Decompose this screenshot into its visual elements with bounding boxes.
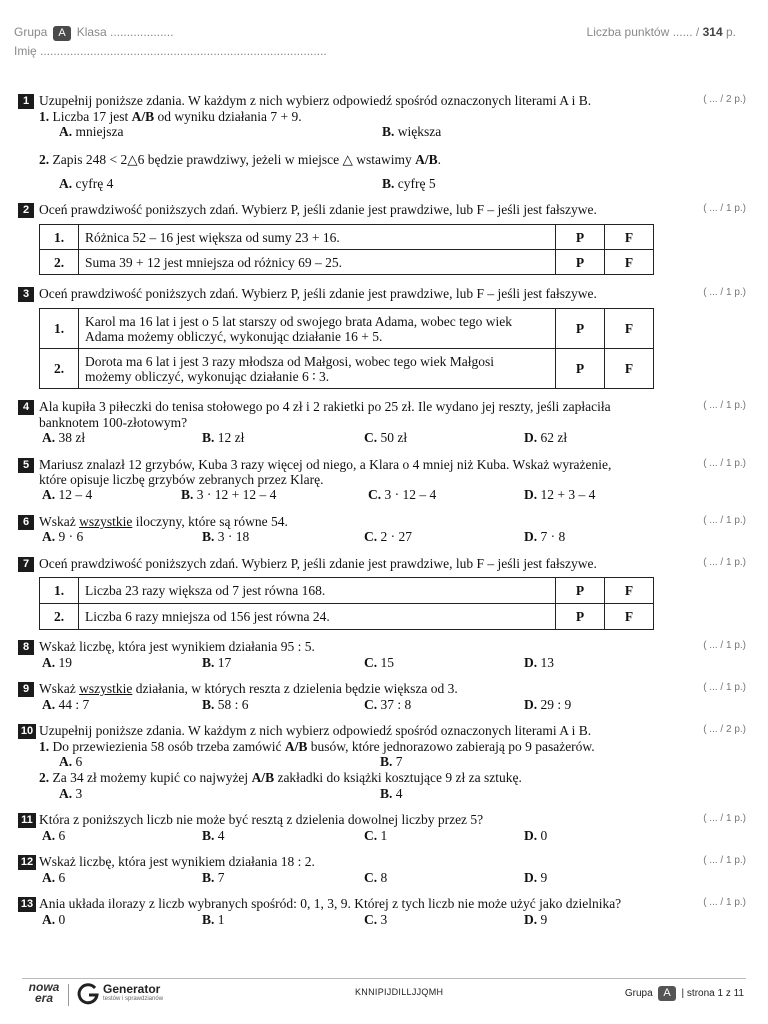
sentence-text: . [437, 152, 442, 167]
option-a[interactable] [59, 786, 82, 801]
sentence-number: 2. [39, 770, 50, 785]
row-number: 2. [40, 349, 79, 389]
sentence-2 [39, 770, 522, 785]
option-letter: B. [380, 786, 393, 801]
question-text: Ania układa ilorazy z liczb wybranych spośród: 0, 1, 3, 9. Której z tych liczb nie może użyć jako dzielnika? [39, 896, 622, 911]
option-letter: B. [202, 529, 215, 544]
option-a[interactable] [42, 870, 65, 885]
option-text: 9 [537, 870, 548, 885]
logo-text: era [34, 991, 54, 1005]
option-d[interactable] [524, 870, 547, 885]
page-indicator [625, 986, 744, 1001]
statement-line: Adama możemy obliczyć, wykonując działanie 16 + 5. [85, 328, 383, 344]
option-a[interactable] [59, 754, 82, 769]
option-letter: D. [524, 529, 538, 544]
option-text: 3 [72, 786, 83, 801]
table-row [40, 578, 654, 604]
option-text: 44 : 7 [55, 697, 90, 712]
option-text: 1 [214, 912, 225, 927]
row-number: 1. [40, 309, 79, 349]
group-label: Grupa [624, 988, 653, 999]
option-b[interactable] [380, 754, 403, 769]
question-number: 6 [18, 515, 34, 530]
option-text: 0 [55, 912, 66, 927]
statement-line: możemy obliczyć, wykonując działanie 6 ∶ 3. [85, 368, 330, 384]
group-label: Grupa [14, 25, 48, 39]
option-letter: B. [380, 754, 393, 769]
question-points: ( ... / 1 p.) [703, 287, 746, 298]
question-points: ( ... / 1 p.) [703, 813, 746, 824]
option-text: 3 · 12 – 4 [381, 487, 437, 502]
option-text: 1 [377, 828, 388, 843]
question-text [39, 514, 288, 529]
option-text: 6 [55, 870, 66, 885]
false-option[interactable]: F [605, 578, 654, 604]
option-letter: B. [382, 124, 395, 139]
option-text: 3 [377, 912, 388, 927]
option-letter: C. [364, 430, 378, 445]
name-field: Imię ...................................................................................... [14, 44, 327, 58]
table-row [40, 604, 654, 630]
choice-ab: A/B [415, 152, 438, 167]
option-letter: A. [42, 912, 56, 927]
option-letter: C. [364, 655, 378, 670]
option-letter: B. [202, 430, 215, 445]
option-letter: B. [202, 828, 215, 843]
footer-divider [22, 978, 746, 979]
option-text: 6 [72, 754, 83, 769]
question-text: Wskaż liczbę, która jest wynikiem działania 95 : 5. [39, 639, 315, 654]
question-number: 13 [18, 897, 36, 912]
option-letter: C. [364, 697, 378, 712]
option-b[interactable] [181, 487, 276, 502]
option-c[interactable] [364, 529, 412, 544]
question-number: 5 [18, 458, 34, 473]
option-text: mniejsza [72, 124, 124, 139]
points-label: Liczba punktów ...... / [586, 25, 700, 39]
sentence-text: zakładki do książki kosztujące 9 zł za sztukę. [274, 770, 522, 785]
option-c[interactable] [364, 828, 387, 843]
option-text: 4 [214, 828, 225, 843]
option-letter: B. [202, 655, 215, 670]
true-false-table [39, 308, 654, 389]
option-letter: A. [42, 870, 56, 885]
option-letter: A. [42, 828, 56, 843]
option-a[interactable] [42, 697, 89, 712]
option-a[interactable] [42, 912, 65, 927]
option-text: 4 [392, 786, 403, 801]
option-letter: A. [42, 697, 56, 712]
option-letter: A. [42, 655, 56, 670]
true-option[interactable]: P [556, 225, 605, 250]
question-number: 10 [18, 724, 36, 739]
question-text: Uzupełnij poniższe zdania. W każdym z nich wybierz odpowiedź spośród oznaczonych literami A i B. [39, 93, 592, 108]
option-c[interactable] [364, 697, 411, 712]
option-text: 17 [214, 655, 232, 670]
group-badge: A [53, 26, 70, 41]
class-field: Klasa ................... [76, 25, 174, 39]
option-text: 12 zł [214, 430, 245, 445]
logo-text: nowa [28, 980, 60, 994]
option-b[interactable] [382, 124, 441, 139]
false-option[interactable]: F [605, 349, 654, 389]
option-c[interactable] [364, 912, 387, 927]
question-points: ( ... / 2 p.) [703, 94, 746, 105]
option-a[interactable] [42, 655, 72, 670]
true-false-table [39, 577, 654, 630]
option-letter: D. [524, 487, 538, 502]
question-number: 12 [18, 855, 36, 870]
option-text: 62 zł [537, 430, 568, 445]
question-number: 4 [18, 400, 34, 415]
option-text: 7 [392, 754, 403, 769]
option-letter: D. [524, 697, 538, 712]
option-text: 0 [537, 828, 548, 843]
option-a[interactable] [59, 124, 123, 139]
option-d[interactable] [524, 912, 547, 927]
statement: Różnica 52 – 16 jest większa od sumy 23 + 16. [79, 225, 556, 250]
option-c[interactable] [364, 430, 407, 445]
question-points: ( ... / 1 p.) [703, 515, 746, 526]
option-text: 3 · 18 [214, 529, 250, 544]
statement: Suma 39 + 12 jest mniejsza od różnicy 69 – 25. [79, 250, 556, 275]
option-d[interactable] [524, 430, 567, 445]
underlined-word: wszystkie [79, 514, 133, 529]
option-letter: B. [382, 176, 395, 191]
table-row [40, 250, 654, 275]
question-number: 1 [18, 94, 34, 109]
question-points: ( ... / 1 p.) [703, 640, 746, 651]
statement-line: Karol ma 16 lat i jest o 5 lat starszy od swojego brata Adama, wobec tego wiek [85, 313, 513, 329]
option-a[interactable] [42, 529, 83, 544]
option-text: 7 · 8 [537, 529, 566, 544]
generator-subtitle: testów i sprawdzianów [103, 996, 164, 1002]
sentence-1 [39, 739, 595, 754]
points-total [587, 25, 736, 39]
choice-ab: A/B [284, 739, 308, 754]
question-text: Mariusz znalazł 12 grzybów, Kuba 3 razy więcej od niego, a Klara o 4 mniej niż Kuba. Wskaż wyrażenie, [39, 457, 612, 472]
option-text: 9 [537, 912, 548, 927]
option-letter: A. [42, 430, 56, 445]
question-text [39, 681, 458, 696]
sentence-text: Zapis 248 < 2△6 będzie prawdziwy, jeżeli w miejsce △ wstawimy [49, 152, 416, 167]
sentence-2 [39, 152, 441, 167]
option-b[interactable] [202, 529, 249, 544]
question-text: banknotem 100-złotowym? [39, 415, 188, 430]
question-text-part: działania, w których reszta z dzielenia będzie większa od 3. [132, 681, 458, 696]
underlined-word: wszystkie [79, 681, 133, 696]
option-c[interactable] [364, 655, 394, 670]
option-text: 8 [377, 870, 388, 885]
document-code: KNNIPIJDILLJJQMH [355, 987, 444, 997]
generator-logo-icon [76, 982, 100, 1006]
option-text: 7 [214, 870, 225, 885]
question-points: ( ... / 1 p.) [703, 855, 746, 866]
option-letter: B. [202, 870, 215, 885]
option-letter: C. [364, 870, 378, 885]
option-letter: D. [524, 912, 538, 927]
option-letter: D. [524, 430, 538, 445]
option-b[interactable] [202, 912, 225, 927]
true-option[interactable]: P [556, 349, 605, 389]
question-number: 8 [18, 640, 34, 655]
question-text: Uzupełnij poniższe zdania. W każdym z nich wybierz odpowiedź spośród oznaczonych literami A i B. [39, 723, 592, 738]
false-option[interactable]: F [605, 309, 654, 349]
choice-ab: A/B [251, 770, 275, 785]
option-text: 58 : 6 [214, 697, 249, 712]
generator-title: Generator [103, 982, 161, 996]
option-b[interactable] [202, 870, 225, 885]
option-text: cyfrę 5 [394, 176, 436, 191]
option-letter: D. [524, 655, 538, 670]
option-text: 50 zł [377, 430, 408, 445]
option-letter: D. [524, 870, 538, 885]
option-d[interactable] [524, 655, 554, 670]
option-letter: A. [59, 786, 73, 801]
option-letter: C. [364, 828, 378, 843]
question-points: ( ... / 1 p.) [703, 682, 746, 693]
sentence-text: busów, które jednorazowo zabierają po 9 pasażerów. [307, 739, 595, 754]
false-option[interactable]: F [605, 225, 654, 250]
option-b[interactable] [202, 655, 231, 670]
option-text: 37 : 8 [377, 697, 412, 712]
sentence-number: 2. [39, 152, 50, 167]
header-group-row [14, 25, 173, 41]
statement-line: Dorota ma 6 lat i jest 3 razy młodsza od Małgosi, wobec tego wiek Małgosi [85, 353, 495, 369]
true-option[interactable]: P [556, 309, 605, 349]
option-text: 38 zł [55, 430, 86, 445]
sentence-text: Za 34 zł możemy kupić co najwyżej [49, 770, 252, 785]
table-row [40, 309, 654, 349]
question-text-part: Wskaż [39, 681, 80, 696]
option-letter: B. [181, 487, 194, 502]
option-b[interactable] [382, 176, 436, 191]
question-number: 2 [18, 203, 34, 218]
question-points: ( ... / 1 p.) [703, 897, 746, 908]
row-number: 2. [40, 250, 79, 275]
row-number: 1. [40, 225, 79, 250]
option-text: 6 [55, 828, 66, 843]
option-text: 29 : 9 [537, 697, 572, 712]
option-letter: C. [364, 529, 378, 544]
sentence-1 [39, 109, 302, 124]
sentence-text: Do przewiezienia 58 osób trzeba zamówić [49, 739, 285, 754]
option-text: 12 + 3 – 4 [537, 487, 596, 502]
option-letter: A. [59, 176, 73, 191]
option-text: cyfrę 4 [72, 176, 114, 191]
row-number: 2. [40, 604, 79, 630]
false-option[interactable]: F [605, 250, 654, 275]
true-option[interactable]: P [556, 250, 605, 275]
option-text: 15 [377, 655, 394, 670]
question-number: 11 [18, 813, 36, 828]
statement [79, 349, 556, 389]
question-number: 9 [18, 682, 34, 697]
option-b[interactable] [380, 786, 403, 801]
table-row [40, 225, 654, 250]
option-b[interactable] [202, 828, 225, 843]
option-text: 12 – 4 [55, 487, 93, 502]
option-letter: C. [364, 912, 378, 927]
question-text: Ala kupiła 3 piłeczki do tenisa stołowego po 4 zł i 2 rakietki po 25 zł. Ile wydano jej reszty, jeśli zapłaciła [39, 399, 611, 414]
option-d[interactable] [524, 529, 565, 544]
group-badge: A [658, 986, 675, 1001]
nowa-era-logo [24, 982, 64, 1004]
table-row [40, 349, 654, 389]
statement: Liczba 23 razy większa od 7 jest równa 168. [79, 578, 556, 604]
option-letter: A. [42, 529, 56, 544]
row-number: 1. [40, 578, 79, 604]
option-letter: B. [202, 697, 215, 712]
option-b[interactable] [202, 697, 249, 712]
true-option[interactable]: P [556, 604, 605, 630]
option-letter: A. [42, 487, 56, 502]
option-text: 9 · 6 [55, 529, 84, 544]
option-text: 19 [55, 655, 72, 670]
option-letter: B. [202, 912, 215, 927]
option-a[interactable] [42, 430, 85, 445]
question-points: ( ... / 1 p.) [703, 557, 746, 568]
option-c[interactable] [368, 487, 436, 502]
points-total-value: 314 [702, 25, 723, 39]
sentence-text: Liczba 17 jest [52, 109, 132, 124]
option-text: większa [394, 124, 442, 139]
true-option[interactable]: P [556, 578, 605, 604]
question-number: 3 [18, 287, 34, 302]
option-letter: A. [59, 124, 73, 139]
question-number: 7 [18, 557, 34, 572]
question-text-part: iloczyny, które są równe 54. [132, 514, 288, 529]
option-c[interactable] [364, 870, 387, 885]
question-text: Oceń prawdziwość poniższych zdań. Wybierz P, jeśli zdanie jest prawdziwe, lub F – jeśli jest fałszywe. [39, 202, 597, 217]
option-letter: C. [368, 487, 382, 502]
option-d[interactable] [524, 828, 547, 843]
question-text: Oceń prawdziwość poniższych zdań. Wybierz P, jeśli zdanie jest prawdziwe, lub F – jeśli jest fałszywe. [39, 556, 597, 571]
option-d[interactable] [524, 697, 571, 712]
option-letter: D. [524, 828, 538, 843]
points-suffix: p. [725, 25, 736, 39]
choice-ab: A/B [131, 109, 155, 124]
option-text: 3 · 12 + 12 – 4 [193, 487, 277, 502]
sentence-number: 1. [39, 109, 50, 124]
sentence-text: od wyniku działania 7 + 9. [154, 109, 302, 124]
question-text: Wskaż liczbę, która jest wynikiem działania 18 : 2. [39, 854, 315, 869]
logo-divider [68, 984, 69, 1006]
page-number: | strona 1 z 11 [681, 988, 744, 999]
option-d[interactable] [524, 487, 595, 502]
option-a[interactable] [59, 176, 113, 191]
true-false-table [39, 224, 654, 275]
false-option[interactable]: F [605, 604, 654, 630]
sentence-number: 1. [39, 739, 50, 754]
option-letter: A. [59, 754, 73, 769]
question-points: ( ... / 2 p.) [703, 724, 746, 735]
question-points: ( ... / 1 p.) [703, 458, 746, 469]
statement: Liczba 6 razy mniejsza od 156 jest równa 24. [79, 604, 556, 630]
option-b[interactable] [202, 430, 244, 445]
question-points: ( ... / 1 p.) [703, 203, 746, 214]
option-text: 13 [537, 655, 554, 670]
question-text: które opisuje liczbę grzybów zebranych przez Klarę. [39, 472, 324, 487]
question-text: Która z poniższych liczb nie może być resztą z dzielenia dowolnej liczby przez 5? [39, 812, 484, 827]
statement [79, 309, 556, 349]
option-a[interactable] [42, 487, 92, 502]
option-a[interactable] [42, 828, 65, 843]
question-text-part: Wskaż [39, 514, 80, 529]
question-text: Oceń prawdziwość poniższych zdań. Wybierz P, jeśli zdanie jest prawdziwe, lub F – jeśli jest fałszywe. [39, 286, 597, 301]
option-text: 2 · 27 [377, 529, 412, 544]
question-points: ( ... / 1 p.) [703, 400, 746, 411]
